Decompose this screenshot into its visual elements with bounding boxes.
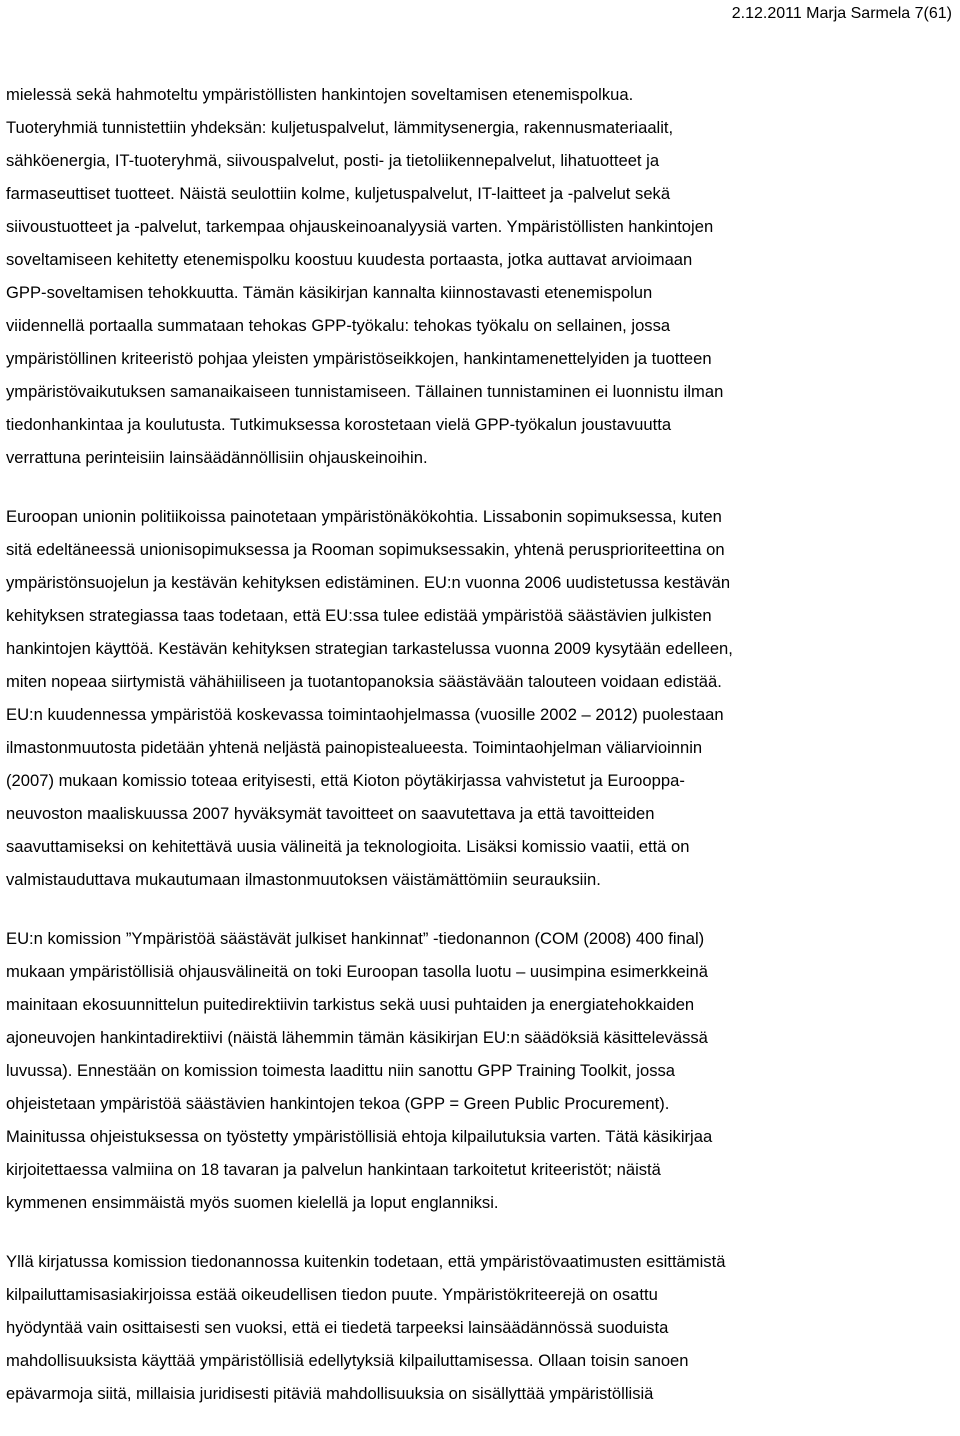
- text-line: ohjeistetaan ympäristöä säästävien hankintojen tekoa (GPP = Green Public Procurement).: [6, 1094, 670, 1113]
- text-line: hankintojen käyttöä. Kestävän kehityksen strategian tarkastelussa vuonna 2009 kysytään edelleen,: [6, 639, 733, 658]
- text-line: valmistauduttava mukautumaan ilmastonmuutoksen väistämättömiin seurauksiin.: [6, 870, 601, 889]
- text-line: epävarmoja siitä, millaisia juridisesti pitäviä mahdollisuuksia on sisällyttää ympäristöllisiä: [6, 1384, 654, 1403]
- paragraph: [6, 922, 960, 1219]
- text-line: kilpailuttamisasiakirjoissa estää oikeudellisen tiedon puute. Ympäristökriteerejä on osattu: [6, 1285, 658, 1304]
- text-line: mukaan ympäristöllisiä ohjausvälineitä on toki Euroopan tasolla luotu – uusimpina esimerkkeinä: [6, 962, 708, 981]
- text-line: ilmastonmuutosta pidetään yhtenä neljästä painopistealueesta. Toimintaohjelman väliarvioinnin: [6, 738, 703, 757]
- text-line: ympäristöllinen kriteeristö pohjaa yleisten ympäristöseikkojen, hankintamenettelyiden ja tuotteen: [6, 349, 712, 368]
- text-line: EU:n kuudennessa ympäristöä koskevassa toimintaohjelmassa (vuosille 2002 – 2012) puolestaan: [6, 705, 724, 724]
- text-line: ympäristövaikutuksen samanaikaiseen tunnistamiseen. Tällainen tunnistaminen ei luonnistu ilman: [6, 382, 724, 401]
- paragraph: [6, 1245, 960, 1410]
- text-line: ympäristönsuojelun ja kestävän kehityksen edistäminen. EU:n vuonna 2006 uudistetussa kestävän: [6, 573, 731, 592]
- text-line: hyödyntää vain osittaisesti sen vuoksi, että ei tiedetä tarpeeksi lainsäädännössä suoduista: [6, 1318, 669, 1337]
- text-line: EU:n komission ”Ympäristöä säästävät julkiset hankinnat” -tiedonannon (COM (2008) 400 final): [6, 929, 705, 948]
- text-line: saavuttamiseksi on kehitettävä uusia välineitä ja teknologioita. Lisäksi komissio vaatii, että on: [6, 837, 690, 856]
- text-line: mainitaan ekosuunnittelun puitedirektiivin tarkistus sekä uusi puhtaiden ja energiatehokkaiden: [6, 995, 695, 1014]
- text-line: sitä edeltäneessä unionisopimuksessa ja Rooman sopimuksessakin, yhtenä perusprioriteettina on: [6, 540, 725, 559]
- text-line: sähköenergia, IT-tuoteryhmä, siivouspalvelut, posti- ja tietoliikennepalvelut, lihatuotteet ja: [6, 151, 660, 170]
- text-line: luvussa). Ennestään on komission toimesta laadittu niin sanottu GPP Training Toolkit, jossa: [6, 1061, 676, 1080]
- text-line: tiedonhankintaa ja koulutusta. Tutkimuksessa korostetaan vielä GPP-työkalun joustavuutta: [6, 415, 672, 434]
- document-body: [6, 78, 960, 1436]
- text-line: Euroopan unionin politiikoissa painotetaan ympäristönäkökohtia. Lissabonin sopimuksessa, kuten: [6, 507, 722, 526]
- text-line: soveltamiseen kehitetty etenemispolku koostuu kuudesta portaasta, jotka auttavat arvioimaan: [6, 250, 693, 269]
- text-line: Yllä kirjatussa komission tiedonannossa kuitenkin todetaan, että ympäristövaatimusten esittämistä: [6, 1252, 726, 1271]
- text-line: miten nopeaa siirtymistä vähähiiliseen ja tuotantopanoksia säästävään talouteen voidaan edistää.: [6, 672, 722, 691]
- text-line: (2007) mukaan komissio toteaa erityisesti, että Kioton pöytäkirjassa vahvistetut ja Eurooppa-: [6, 771, 685, 790]
- text-line: verrattuna perinteisiin lainsäädännöllisiin ohjauskeinoihin.: [6, 448, 428, 467]
- text-line: Mainitussa ohjeistuksessa on työstetty ympäristöllisiä ehtoja kilpailutuksia varten. Tätä käsikirjaa: [6, 1127, 713, 1146]
- text-line: mahdollisuuksista käyttää ympäristöllisiä edellytyksiä kilpailuttamisessa. Ollaan toisin sanoen: [6, 1351, 689, 1370]
- text-line: Tuoteryhmiä tunnistettiin yhdeksän: kuljetuspalvelut, lämmitysenergia, rakennusmateriaalit,: [6, 118, 674, 137]
- text-line: viidennellä portaalla summataan tehokas GPP-työkalu: tehokas työkalu on sellainen, jossa: [6, 316, 671, 335]
- text-line: kehityksen strategiassa taas todetaan, että EU:ssa tulee edistää ympäristöä säästävien julkisten: [6, 606, 712, 625]
- text-line: mielessä sekä hahmoteltu ympäristöllisten hankintojen soveltamisen etenemispolkua.: [6, 85, 634, 104]
- page-header: 2.12.2011 Marja Sarmela 7(61): [731, 5, 952, 22]
- text-line: neuvoston maaliskuussa 2007 hyväksymät tavoitteet on saavutettava ja että tavoitteiden: [6, 804, 655, 823]
- text-line: farmaseuttiset tuotteet. Näistä seulottiin kolme, kuljetuspalvelut, IT-laitteet ja -palvelut sekä: [6, 184, 671, 203]
- text-line: GPP-soveltamisen tehokkuutta. Tämän käsikirjan kannalta kiinnostavasti etenemispolun: [6, 283, 653, 302]
- text-line: kirjoitettaessa valmiina on 18 tavaran ja palvelun hankintaan tarkoitetut kriteeristöt; näistä: [6, 1160, 661, 1179]
- text-line: kymmenen ensimmäistä myös suomen kielellä ja loput englanniksi.: [6, 1193, 499, 1212]
- paragraph: [6, 78, 960, 474]
- text-line: ajoneuvojen hankintadirektiivi (näistä lähemmin tämän käsikirjan EU:n säädöksiä käsittelevässä: [6, 1028, 708, 1047]
- paragraph: [6, 500, 960, 896]
- text-line: siivoustuotteet ja -palvelut, tarkempaa ohjauskeinoanalyysiä varten. Ympäristöllisten hankintojen: [6, 217, 714, 236]
